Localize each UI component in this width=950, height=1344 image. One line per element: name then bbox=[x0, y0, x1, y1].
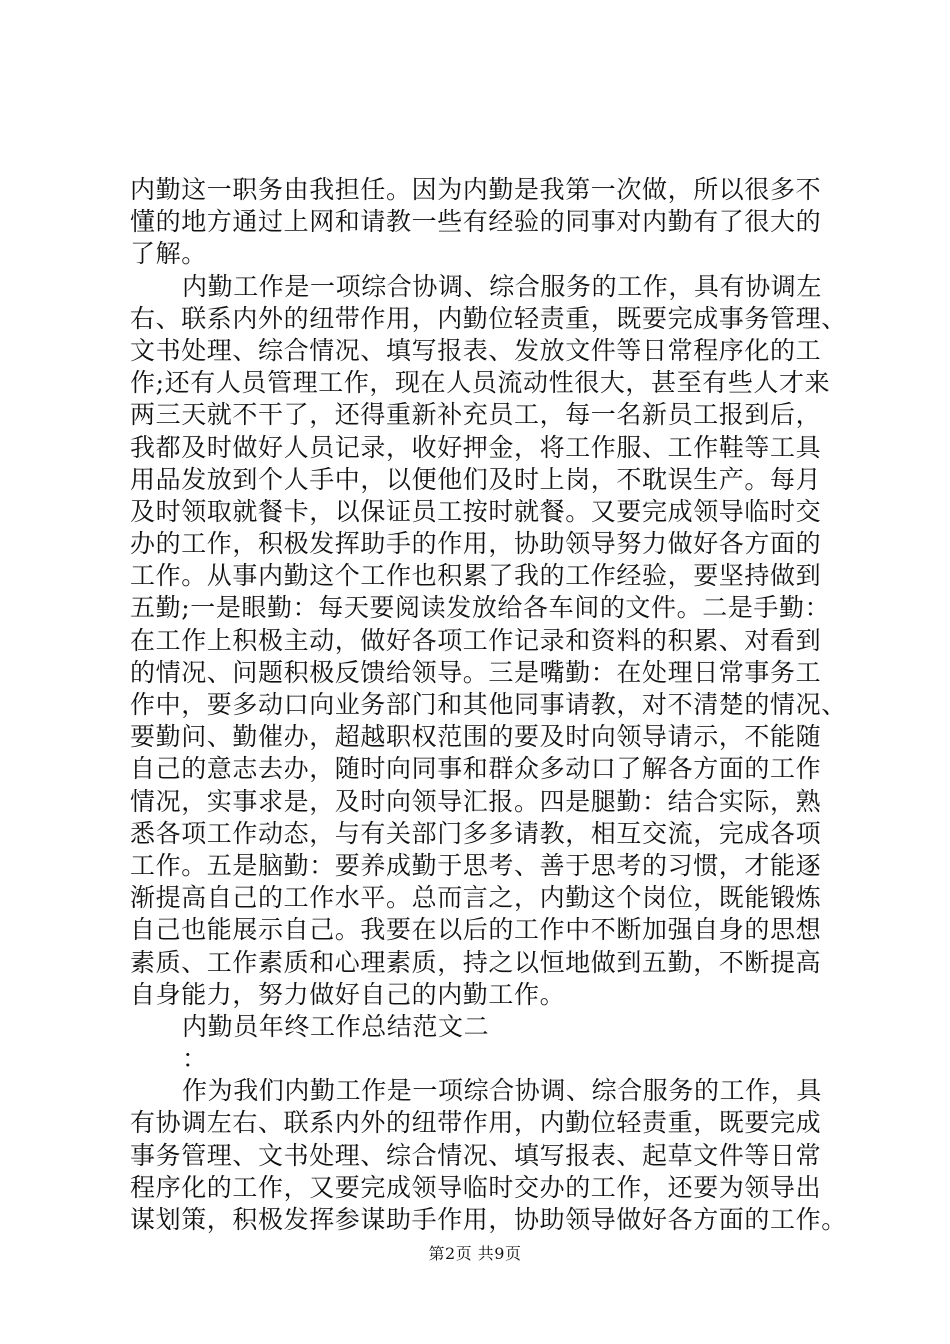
heading-colon: ： bbox=[182, 1044, 208, 1074]
text-line: 我都及时做好人员记录，收好押金，将工作服、工作鞋等工具 bbox=[130, 432, 822, 462]
text-line: 用品发放到个人手中，以便他们及时上岗，不耽误生产。每月 bbox=[130, 464, 822, 494]
paragraph-first-line: 内勤工作是一项综合协调、综合服务的工作，具有协调左 bbox=[182, 271, 823, 301]
text-line: 自身能力，努力做好自己的内勤工作。 bbox=[130, 979, 566, 1009]
text-line: 悉各项工作动态，与有关部门多多请教，相互交流，完成各项 bbox=[130, 818, 822, 848]
text-line: 在工作上积极主动，做好各项工作记录和资料的积累、对看到 bbox=[130, 625, 822, 655]
text-line: 程序化的工作，又要完成领导临时交办的工作，还要为领导出 bbox=[130, 1172, 822, 1202]
page-number: 第2页 共9页 bbox=[428, 1244, 522, 1263]
text-line: 办的工作，积极发挥助手的作用，协助领导努力做好各方面的 bbox=[130, 529, 822, 559]
text-line: 五勤;一是眼勤：每天要阅读发放给各车间的文件。二是手勤： bbox=[130, 593, 831, 623]
text-line: 自己也能展示自己。我要在以后的工作中不断加强自身的思想 bbox=[130, 915, 822, 945]
text-line: 作;还有人员管理工作，现在人员流动性很大，甚至有些人才来 bbox=[130, 368, 831, 398]
text-line: 的情况、问题积极反馈给领导。三是嘴勤：在处理日常事务工 bbox=[130, 657, 822, 687]
section-heading: 内勤员年终工作总结范文二 bbox=[182, 1011, 490, 1041]
text-line: 及时领取就餐卡，以保证员工按时就餐。又要完成领导临时交 bbox=[130, 496, 822, 526]
text-line: 工作。五是脑勤：要养成勤于思考、善于思考的习惯，才能逐 bbox=[130, 850, 822, 880]
text-line: 要勤问、勤催办，超越职权范围的要及时向领导请示，不能随 bbox=[130, 722, 822, 752]
text-line: 右、联系内外的纽带作用，内勤位轻责重，既要完成事务管理、 bbox=[130, 303, 847, 333]
text-line: 渐提高自己的工作水平。总而言之，内勤这个岗位，既能锻炼 bbox=[130, 883, 822, 913]
text-line: 自己的意志去办，随时向同事和群众多动口了解各方面的工作 bbox=[130, 754, 822, 784]
text-line: 素质、工作素质和心理素质，持之以恒地做到五勤，不断提高 bbox=[130, 947, 822, 977]
text-line: 作中，要多动口向业务部门和其他同事请教，对不清楚的情况、 bbox=[130, 690, 847, 719]
text-line: 情况，实事求是，及时向领导汇报。四是腿勤：结合实际，熟 bbox=[130, 786, 822, 816]
text-line: 有协调左右、联系内外的纽带作用，内勤位轻责重，既要完成 bbox=[130, 1108, 822, 1138]
text-line: 懂的地方通过上网和请教一些有经验的同事对内勤有了很大的 bbox=[130, 207, 822, 237]
text-line: 谋划策，积极发挥参谋助手作用，协助领导做好各方面的工作。 bbox=[130, 1205, 847, 1234]
paragraph-first-line: 作为我们内勤工作是一项综合协调、综合服务的工作，具 bbox=[182, 1076, 823, 1106]
text-line: 事务管理、文书处理、综合情况、填写报表、起草文件等日常 bbox=[130, 1140, 822, 1170]
document-body bbox=[130, 174, 847, 1236]
text-line: 工作。从事内勤这个工作也积累了我的工作经验，要坚持做到 bbox=[130, 561, 822, 591]
text-line: 文书处理、综合情况、填写报表、发放文件等日常程序化的工 bbox=[130, 335, 822, 365]
text-line: 了解。 bbox=[130, 239, 207, 269]
page-footer bbox=[0, 1244, 950, 1264]
text-line: 内勤这一职务由我担任。因为内勤是我第一次做，所以很多不 bbox=[130, 175, 822, 204]
text-line: 两三天就不干了，还得重新补充员工，每一名新员工报到后， bbox=[130, 400, 822, 430]
